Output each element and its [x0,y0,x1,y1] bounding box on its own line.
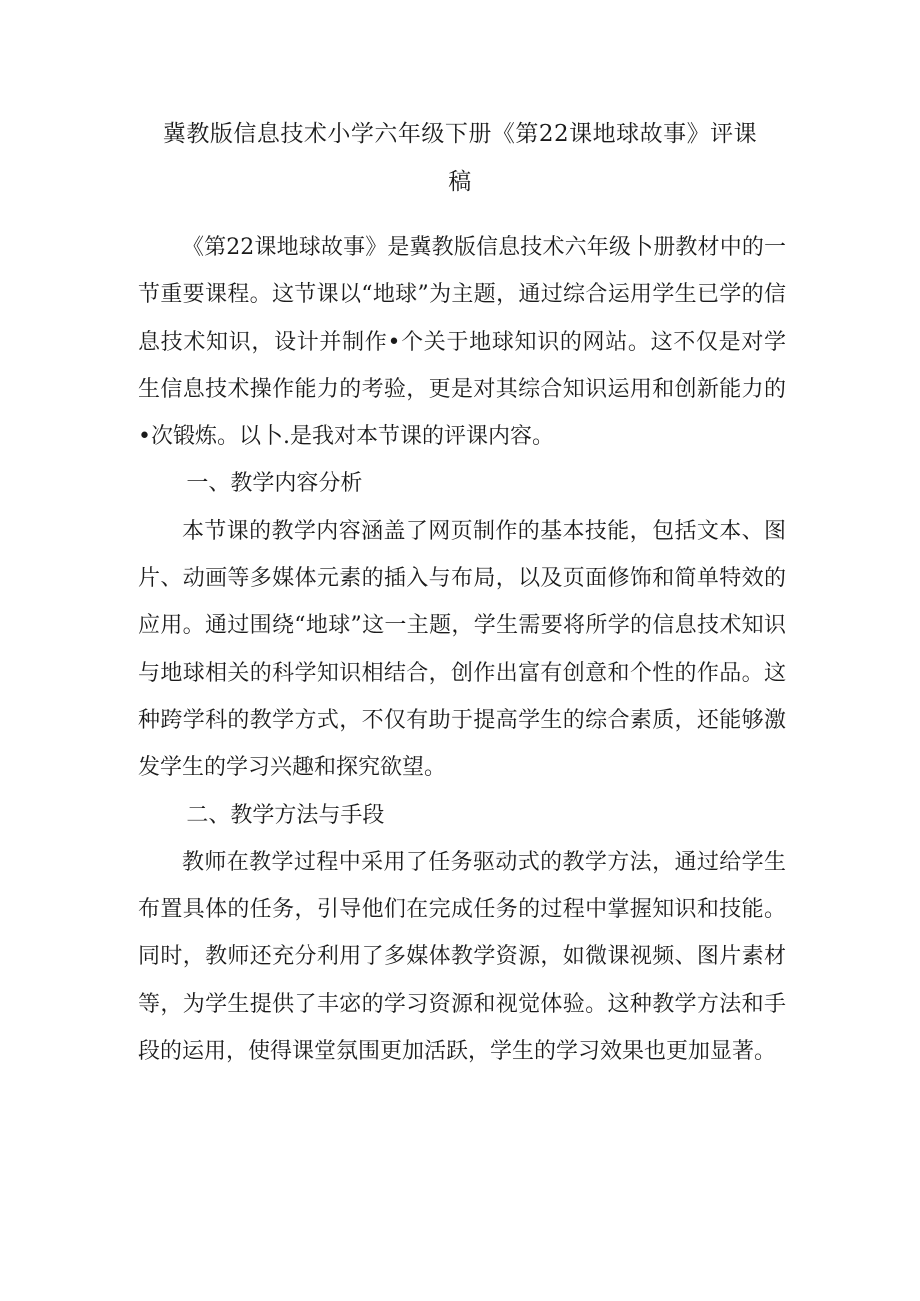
document-body [138,224,786,1075]
section-heading-2: 二、教学方法与手段 [186,802,385,828]
section-paragraph-1: 本节课的教学内容涵盖了网页制作的基本技能，包括文本、图片、动画等多媒体元素的插入与布局，以及页面修饰和简单特效的应用。通过围绕“地球”这一主题，学生需要将所学的信息技术知识与地球相关的科学知识相结合，创作出富有创意和个性的作品。这种跨学科的教学方式，不仅有助于提高学生的综合素质，还能够激发学生的学习兴趣和探究欲望。 [138,518,786,781]
section-heading-1: 一、教学内容分析 [186,471,363,497]
section-paragraph-2: 教师在教学过程中采用了任务驱动式的教学方法，通过给学生布置具体的任务，引导他们在完成任务的过程中掌握知识和技能。同时，教师还充分利用了多媒体教学资源，如微课视频、图片素材等，为学生提供了丰宓的学习资源和视觉体验。这种教学方法和手段的运用，使得课堂氛围更加活跃，学生的学习效果也更加显著。 [138,849,786,1065]
document-title-line-1: 冀教版信息技术小学六年级下册《第22课地球故事》评课 [162,121,758,147]
intro-paragraph: 《第22课地球故事》是冀教版信息技术六年级卜册教材中的一节重要课程。这节课以“地球”为主题，通过综合运用学生已学的信息技术知识，设计并制作•个关于地球知识的网站。这不仅是对学生信息技术操作能力的考验，更是对其综合知识运用和创新能力的•次锻炼。以卜.是我对本节课的评课内容。 [138,235,786,450]
document-title-line-2: 稿 [448,169,472,195]
